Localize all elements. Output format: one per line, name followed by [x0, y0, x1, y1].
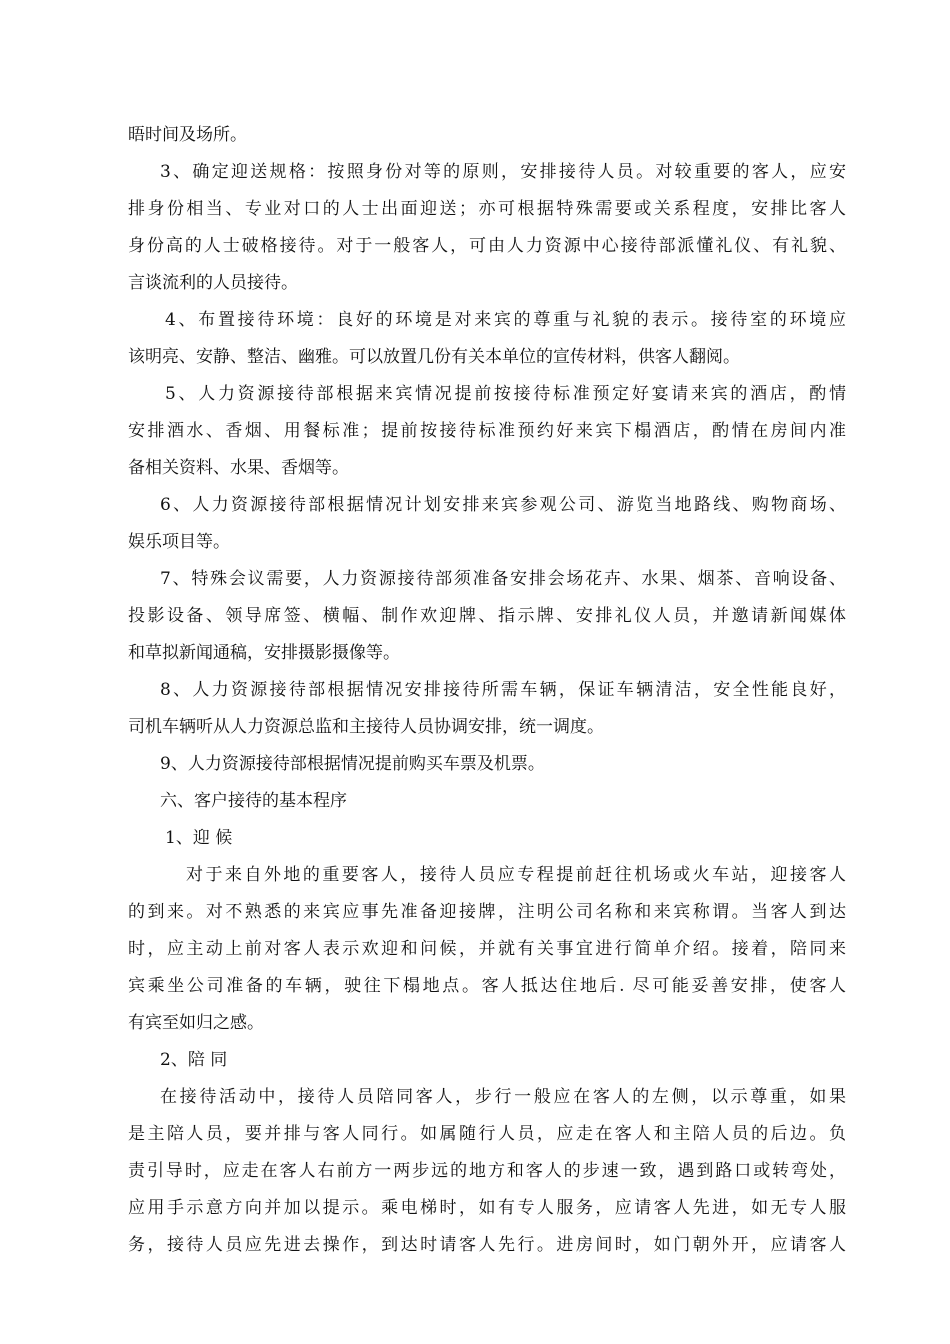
text-line: 排身份相当、专业对口的人士出面迎送；亦可根据特殊需要或关系程度，安排比客人: [128, 199, 846, 219]
text-line: 在接待活动中，接待人员陪同客人，步行一般应在客人的左侧，以示尊重，如果: [160, 1087, 846, 1107]
text-line: 和草拟新闻通稿，安排摄影摄像等。: [128, 643, 400, 663]
text-line: 应用手示意方向并加以提示。乘电梯时，如有专人服务，应请客人先进，如无专人服: [128, 1198, 846, 1218]
text-line: 娱乐项目等。: [128, 532, 230, 552]
text-line: 5、人力资源接待部根据来宾情况提前按接待标准预定好宴请来宾的酒店，酌情: [165, 384, 846, 404]
text-line: 的到来。对不熟悉的来宾应事先准备迎接牌，注明公司名称和来宾称谓。当客人到达: [128, 902, 846, 922]
text-line: 4、布置接待环境：良好的环境是对来宾的尊重与礼貌的表示。接待室的环境应: [165, 310, 846, 330]
text-line: 投影设备、领导席签、横幅、制作欢迎牌、指示牌、安排礼仪人员，并邀请新闻媒体: [128, 606, 846, 626]
section-heading: 六、客户接待的基本程序: [160, 791, 347, 811]
text-line: 责引导时，应走在客人右前方一两步远的地方和客人的步速一致，遇到路口或转弯处，: [128, 1161, 846, 1181]
text-line: 司机车辆听从人力资源总监和主接待人员协调安排，统一调度。: [128, 717, 604, 737]
text-line: 时，应主动上前对客人表示欢迎和问候，并就有关事宜进行简单介绍。接着，陪同来: [128, 939, 846, 959]
text-line: 晤时间及场所。: [128, 125, 247, 145]
text-line: 务，接待人员应先进去操作，到达时请客人先行。进房间时，如门朝外开，应请客人: [128, 1235, 846, 1255]
subsection-heading: 1、迎 候: [165, 828, 233, 848]
text-line: 是主陪人员，要并排与客人同行。如属随行人员，应走在客人和主陪人员的后边。负: [128, 1124, 846, 1144]
text-line: 安排酒水、香烟、用餐标准；提前按接待标准预约好来宾下榻酒店，酌情在房间内准: [128, 421, 846, 441]
text-line: 9、人力资源接待部根据情况提前购买车票及机票。: [160, 754, 545, 774]
text-line: 言谈流利的人员接待。: [128, 273, 298, 293]
text-line: 身份高的人士破格接待。对于一般客人，可由人力资源中心接待部派懂礼仪、有礼貌、: [128, 236, 846, 256]
text-line: 对于来自外地的重要客人，接待人员应专程提前赶往机场或火车站，迎接客人: [186, 865, 846, 885]
text-line: 3、确定迎送规格：按照身份对等的原则，安排接待人员。对较重要的客人，应安: [160, 162, 846, 182]
text-line: 备相关资料、水果、香烟等。: [128, 458, 349, 478]
text-line: 宾乘坐公司准备的车辆，驶往下榻地点。客人抵达住地后. 尽可能妥善安排，使客人: [128, 976, 846, 996]
text-line: 7、特殊会议需要，人力资源接待部须准备安排会场花卉、水果、烟茶、音响设备、: [160, 569, 846, 589]
text-line: 该明亮、安静、整洁、幽雅。可以放置几份有关本单位的宣传材料，供客人翻阅。: [128, 347, 740, 367]
text-line: 8、人力资源接待部根据情况安排接待所需车辆，保证车辆清洁，安全性能良好，: [160, 680, 846, 700]
subsection-heading: 2、陪 同: [160, 1050, 228, 1070]
text-line: 有宾至如归之感。: [128, 1013, 264, 1033]
text-line: 6、人力资源接待部根据情况计划安排来宾参观公司、游览当地路线、购物商场、: [160, 495, 846, 515]
